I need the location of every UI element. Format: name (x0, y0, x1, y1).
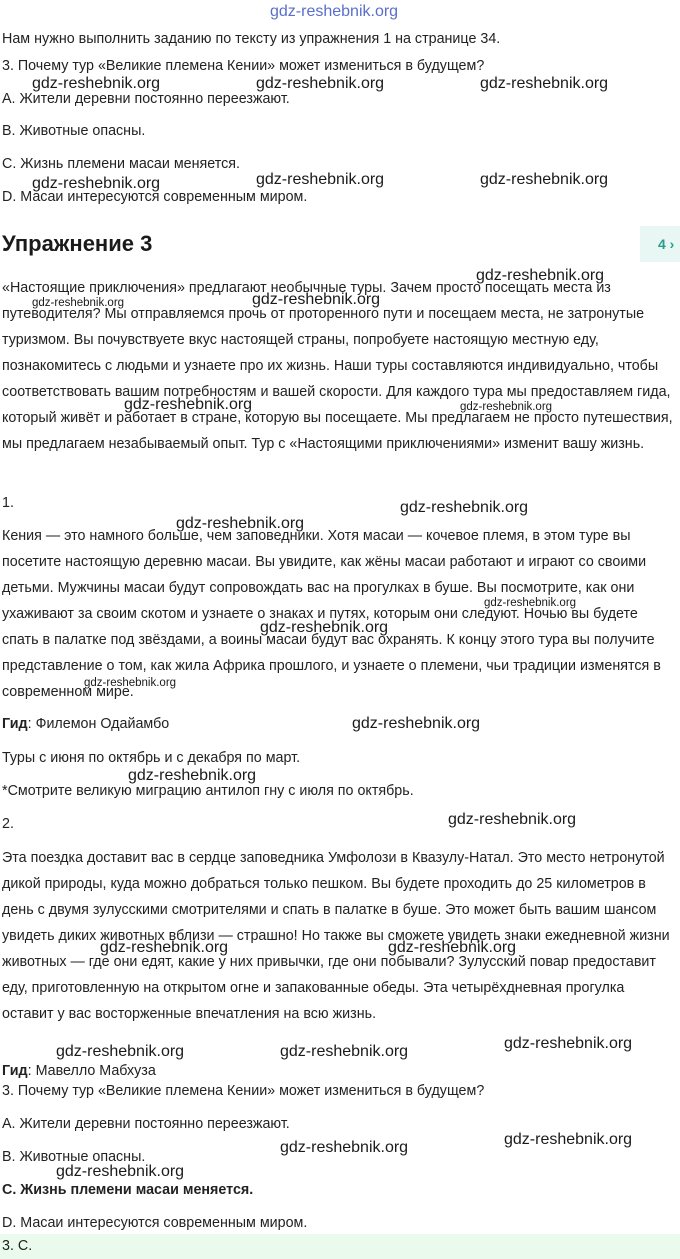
section1-guide (2, 714, 169, 734)
watermark: gdz-reshebnik.org (260, 619, 389, 636)
page-badge[interactable]: 4 › (640, 226, 680, 262)
option-top-c: C. Жизнь племени масаи меняется. (2, 156, 240, 172)
watermark: gdz-reshebnik.org (480, 75, 609, 92)
section1-text: Кения — это намного больше, чем заповедники. Хотя масаи — кочевое племя, в этом туре вы посетите настоящую деревню масаи. Вы увидите, как жёны масаи работают и играют со своими детьми. Мужчины масаи будут сопровождать вас на прогулках в буше. Вы посмотрите, как они ухаживают за своим скотом и узнаете о знаках и путях, которым они следуют. Ночью вы будете спать в палатке под звёздами, а воины масаи будут вас охранять. К концу этого тура вы получите представление о том, как жила Африка прошлого, и узнаете о племени, чьи традиции изменятся в современном мире. (2, 528, 661, 700)
watermark: gdz-reshebnik.org (100, 939, 229, 956)
watermark: gdz-reshebnik.org (484, 597, 577, 609)
watermark: gdz-reshebnik.org (252, 291, 381, 308)
watermark: gdz-reshebnik.org (56, 1163, 185, 1180)
guide-name: : Мавелло Мабхуза (27, 1063, 156, 1079)
option-bottom-a: A. Жители деревни постоянно переезжают. (2, 1116, 290, 1132)
watermark: gdz-reshebnik.org (504, 1035, 633, 1052)
watermark: gdz-reshebnik.org (256, 171, 385, 188)
option-bottom-b: B. Животные опасны. (2, 1149, 146, 1165)
watermark: gdz-reshebnik.org (256, 75, 385, 92)
watermark: gdz-reshebnik.org (84, 677, 177, 689)
watermark: gdz-reshebnik.org (504, 1131, 633, 1148)
intro-text: Нам нужно выполнить заданию по тексту из упражнения 1 на странице 34. (2, 31, 501, 47)
watermark: gdz-reshebnik.org (128, 767, 257, 784)
option-top-a: A. Жители деревни постоянно переезжают. (2, 91, 290, 107)
option-top-d: D. Масаи интересуются современным миром. (2, 189, 308, 205)
exercise-title: Упражнение 3 (2, 231, 153, 256)
correct-option: C. Жизнь племени масаи меняется. (2, 1182, 254, 1198)
section2-text: Эта поездка доставит вас в сердце заповедника Умфолози в Квазулу-Натал. Это место нетронутой дикой природы, куда можно добраться только пешком. Вы будете проходить до 25 километров в день с двумя зулусскими смотрителями и спать в палатке в буше. Это может быть вашим шансом увидеть диких животных вблизи — страшно! Но также вы сможете увидеть знаки ежедневной жизни животных — где они едят, какие у них привычки, где они побывали? Зулусский повар предоставит еду, приготовленную на открытом огне и запакованные обеды. Эта четырёхдневная прогулка оставит у вас восторженные впечатления на всю жизнь. (2, 850, 670, 1022)
watermark: gdz-reshebnik.org (388, 939, 517, 956)
option-bottom-d: D. Масаи интересуются современным миром. (2, 1215, 308, 1231)
section2-number: 2. (2, 816, 14, 832)
watermark: gdz-reshebnik.org (480, 171, 609, 188)
section2-guide (2, 1061, 156, 1081)
watermark: gdz-reshebnik.org (280, 1043, 409, 1060)
watermark: gdz-reshebnik.org (176, 515, 305, 532)
watermark: gdz-reshebnik.org (460, 401, 553, 413)
watermark: gdz-reshebnik.org (124, 396, 253, 413)
watermark: gdz-reshebnik.org (476, 267, 605, 284)
section1-note: *Смотрите великую миграцию антилоп гну с июля по октябрь. (2, 783, 414, 799)
watermark: gdz-reshebnik.org (56, 1043, 185, 1060)
watermark: gdz-reshebnik.org (400, 499, 529, 516)
watermark: gdz-reshebnik.org (352, 715, 481, 732)
question-top: 3. Почему тур «Великие племена Кении» может измениться в будущем? (2, 58, 485, 74)
text-intro: «Настоящие приключения» предлагают необычные туры. Зачем просто посещать места из путеводителя? Мы отправляемся прочь от проторенного пути и посещаем места, не затронутые туризмом. Вы почувствуете вкус настоящей страны, попробуете настоящую местную еду, познакомитесь с людьми и узнаете про их жизнь. Наши туры составляются индивидуально, чтобы соответствовать вашим потребностям и вашей скорости. Для каждого тура мы предоставляем гида, который живёт и работает в стране, которую вы посещаете. Мы предлагаем не просто путешествия, мы предлагаем незабываемый опыт. Тур с «Настоящими приключениями» изменит вашу жизнь. (2, 280, 673, 452)
watermark: gdz-reshebnik.org (32, 75, 161, 92)
question-bottom: 3. Почему тур «Великие племена Кении» может измениться в будущем? (2, 1083, 485, 1099)
option-top-b: B. Животные опасны. (2, 123, 146, 139)
section1-number: 1. (2, 495, 14, 511)
option-bottom-c (2, 1180, 253, 1200)
guide-label: Гид (2, 716, 28, 732)
guide-label: Гид (2, 1063, 28, 1079)
watermark: gdz-reshebnik.org (32, 175, 161, 192)
watermark-top: gdz-reshebnik.org (270, 3, 399, 20)
watermark: gdz-reshebnik.org (280, 1139, 409, 1156)
watermark: gdz-reshebnik.org (32, 297, 125, 309)
answer-bar (0, 1234, 680, 1259)
watermark: gdz-reshebnik.org (448, 811, 577, 828)
guide-name: : Филемон Одайамбо (27, 716, 170, 732)
answer-text: 3. C. (2, 1238, 33, 1254)
section1-season: Туры с июня по октябрь и с декабря по март. (2, 750, 301, 766)
